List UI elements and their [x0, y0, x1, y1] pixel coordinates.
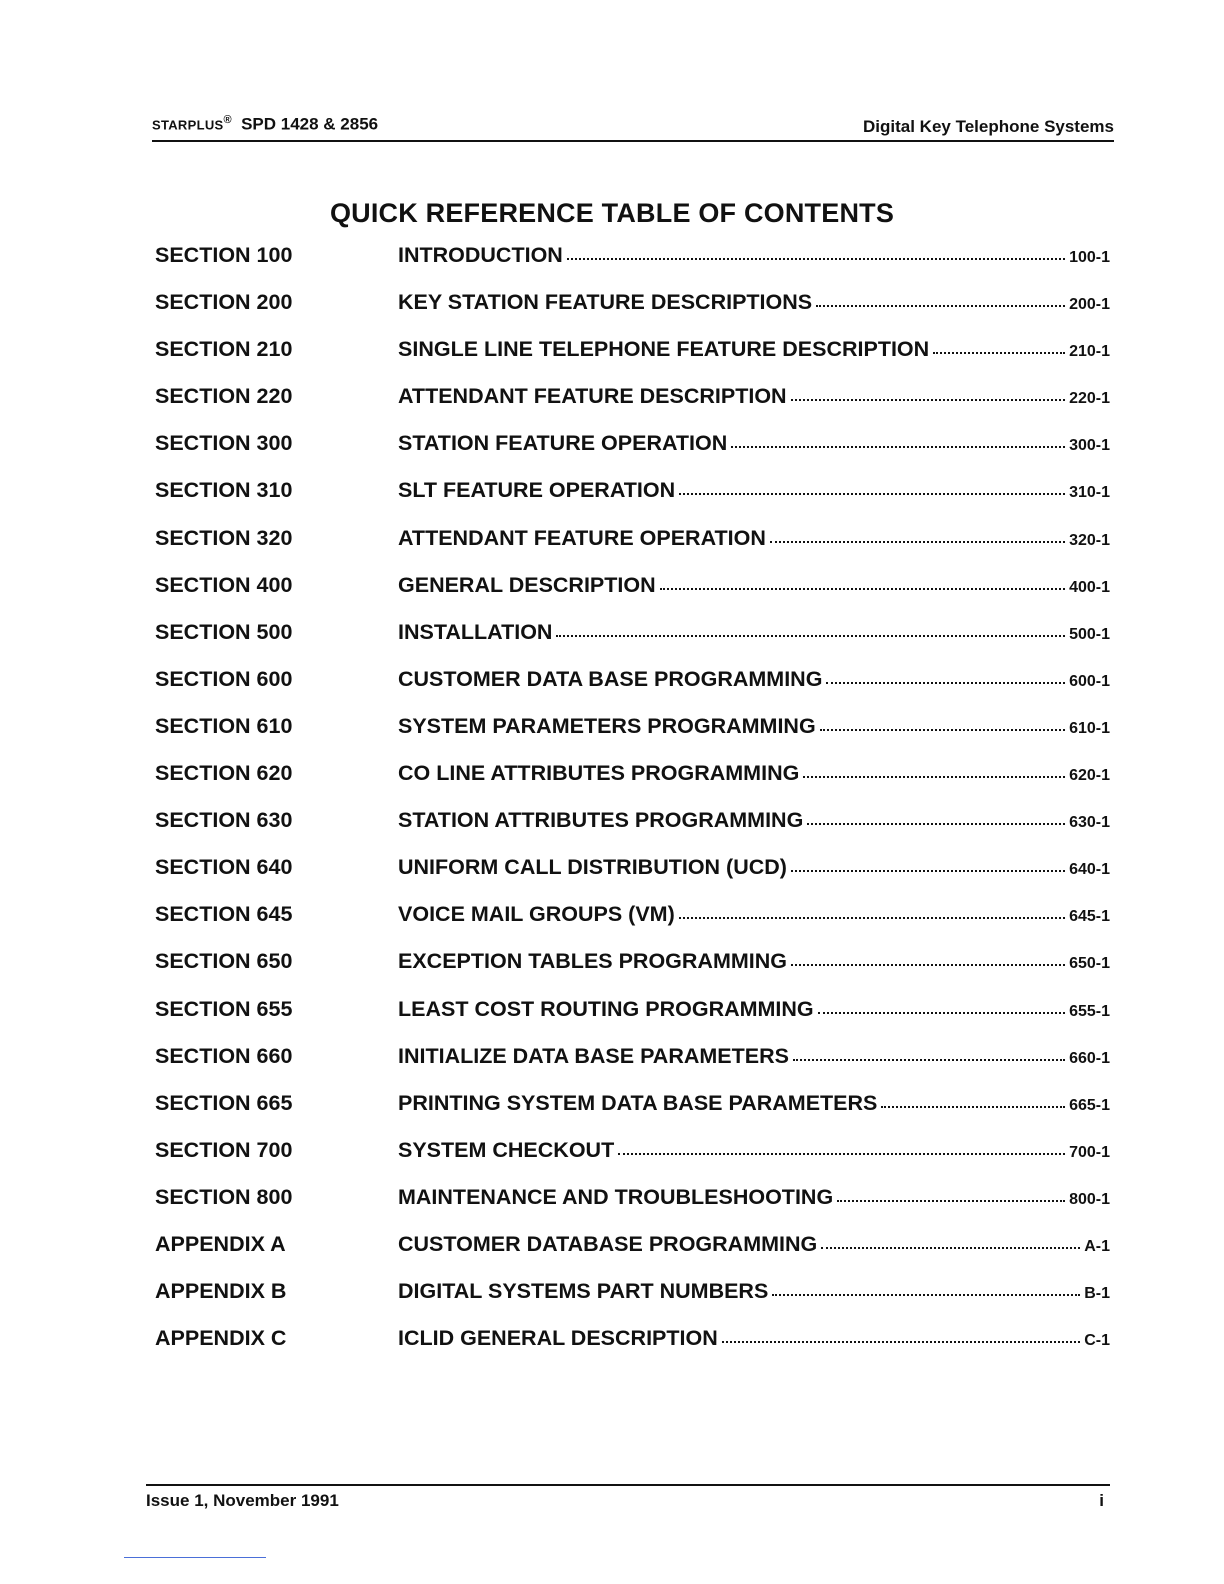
toc-section-label: SECTION 655 [155, 996, 293, 1021]
toc-dot-leader [731, 446, 1065, 448]
toc-page-number: 700-1 [1069, 1143, 1110, 1161]
toc-row [155, 1326, 1110, 1373]
toc-entry [398, 1232, 1110, 1257]
toc-row [155, 290, 1110, 337]
toc-entry [398, 667, 1110, 692]
toc-page-number: 310-1 [1069, 484, 1110, 502]
toc-page-number: 800-1 [1069, 1190, 1110, 1208]
toc-row [155, 243, 1110, 290]
toc-row [155, 337, 1110, 384]
toc-dot-leader [679, 493, 1065, 495]
toc-entry [398, 243, 1110, 268]
toc-entry-title: INTRODUCTION [398, 243, 563, 267]
toc-dot-leader [803, 776, 1065, 778]
toc-page-number: 645-1 [1069, 908, 1110, 926]
toc-section-label: SECTION 100 [155, 243, 293, 267]
toc-entry-title: CUSTOMER DATA BASE PROGRAMMING [398, 666, 823, 691]
toc-dot-leader [791, 870, 1065, 872]
toc-dot-leader [821, 1247, 1080, 1249]
toc-entry-title: CUSTOMER DATABASE PROGRAMMING [398, 1231, 818, 1256]
toc-entry [398, 526, 1110, 551]
toc-entry-title: PRINTING SYSTEM DATA BASE PARAMETERS [398, 1090, 878, 1115]
toc-entry-title: UNIFORM CALL DISTRIBUTION (UCD) [398, 855, 787, 880]
toc-dot-leader [933, 352, 1065, 354]
toc-row [155, 761, 1110, 808]
page-title: QUICK REFERENCE TABLE OF CONTENTS [329, 198, 895, 228]
registered-mark: ® [223, 114, 232, 126]
toc-entry [398, 1326, 1110, 1351]
toc-entry [398, 337, 1110, 362]
toc-row [155, 808, 1110, 855]
toc-entry [398, 1044, 1110, 1069]
toc-entry-title: INSTALLATION [398, 619, 553, 644]
toc-page-number: 620-1 [1069, 767, 1110, 785]
toc-section-label: SECTION 640 [155, 855, 293, 880]
toc-page-number: 220-1 [1069, 390, 1110, 408]
toc-section-label: SECTION 300 [155, 431, 293, 456]
toc-entry [398, 1091, 1110, 1116]
toc-section-label: SECTION 630 [155, 808, 293, 833]
toc-row [155, 667, 1110, 714]
toc-dot-leader [556, 635, 1065, 637]
toc-dot-leader [567, 258, 1065, 260]
toc-page-number: 630-1 [1069, 814, 1110, 832]
toc-entry-title: SYSTEM CHECKOUT [398, 1137, 615, 1162]
toc-page-number: 640-1 [1069, 861, 1110, 879]
toc-page-number: 600-1 [1069, 672, 1110, 690]
toc-entry-title: MAINTENANCE AND TROUBLESHOOTING [398, 1184, 834, 1209]
toc-section-label: SECTION 320 [155, 525, 293, 550]
toc-entry [398, 714, 1110, 739]
header-brand [152, 114, 378, 135]
toc-entry-title: LEAST COST ROUTING PROGRAMMING [398, 996, 814, 1021]
page-footer [146, 1484, 1110, 1510]
toc-row [155, 714, 1110, 761]
footer-issue: Issue 1, November 1991 [146, 1491, 339, 1510]
toc-entry [398, 761, 1110, 786]
toc-section-label: SECTION 500 [155, 619, 293, 644]
toc-page-number: 500-1 [1069, 625, 1110, 643]
toc-section-label: SECTION 650 [155, 949, 293, 974]
toc-entry [398, 855, 1110, 880]
toc-row [155, 1185, 1110, 1232]
header-product-line: Digital Key Telephone Systems [863, 117, 1114, 136]
toc-section-label: SECTION 700 [155, 1137, 293, 1162]
toc-page-number: 665-1 [1069, 1096, 1110, 1114]
toc-row [155, 1232, 1110, 1279]
toc-entry-title: EXCEPTION TABLES PROGRAMMING [398, 949, 788, 974]
model-name: SPD 1428 & 2856 [241, 114, 379, 134]
toc-page-number: 320-1 [1069, 531, 1110, 549]
toc-row [155, 573, 1110, 620]
toc-entry [398, 478, 1110, 503]
toc-row [155, 384, 1110, 431]
toc-row [155, 478, 1110, 525]
toc-row [155, 1044, 1110, 1091]
toc-entry [398, 902, 1110, 927]
toc-row [155, 855, 1110, 902]
toc-dot-leader [793, 1059, 1065, 1061]
toc-page-number: 400-1 [1069, 578, 1110, 596]
toc-dot-leader [881, 1106, 1065, 1108]
toc-page-number: 655-1 [1069, 1002, 1110, 1020]
toc-dot-leader [722, 1341, 1080, 1343]
toc-page-number: 660-1 [1069, 1049, 1110, 1067]
toc-dot-leader [807, 823, 1065, 825]
page-header [152, 112, 1114, 142]
toc-row [155, 431, 1110, 478]
toc-row [155, 1138, 1110, 1185]
toc-row [155, 902, 1110, 949]
toc-section-label: SECTION 220 [155, 384, 293, 409]
toc-section-label: SECTION 800 [155, 1184, 293, 1209]
toc-entry [398, 573, 1110, 598]
toc-row [155, 997, 1110, 1044]
toc-entry-title: VOICE MAIL GROUPS (VM) [398, 902, 675, 927]
toc-section-label: APPENDIX B [155, 1279, 287, 1304]
toc-entry-title: SLT FEATURE OPERATION [398, 478, 676, 503]
toc-row [155, 1091, 1110, 1138]
toc-section-label: SECTION 645 [155, 902, 293, 927]
toc-dot-leader [816, 305, 1065, 307]
toc-dot-leader [618, 1153, 1065, 1155]
toc-entry [398, 431, 1110, 456]
toc-page-number: A-1 [1084, 1237, 1110, 1255]
toc-page-number: 610-1 [1069, 719, 1110, 737]
toc-entry-title: GENERAL DESCRIPTION [398, 572, 656, 597]
toc-entry-title: ICLID GENERAL DESCRIPTION [398, 1326, 718, 1351]
toc-section-label: SECTION 600 [155, 666, 293, 691]
toc-entry-title: ATTENDANT FEATURE OPERATION [398, 525, 766, 550]
toc-page-number: 650-1 [1069, 955, 1110, 973]
scan-artifact-line [124, 1557, 266, 1558]
toc-entry-title: SINGLE LINE TELEPHONE FEATURE DESCRIPTION [398, 337, 930, 362]
toc-section-label: SECTION 310 [155, 478, 293, 503]
toc-list [155, 243, 1110, 1373]
toc-section-label: SECTION 210 [155, 337, 293, 362]
toc-entry [398, 384, 1110, 409]
toc-dot-leader [660, 588, 1065, 590]
toc-entry-title: STATION FEATURE OPERATION [398, 431, 728, 456]
toc-entry [398, 1185, 1110, 1210]
toc-entry-title: KEY STATION FEATURE DESCRIPTIONS [398, 290, 813, 315]
toc-page-number: 100-1 [1069, 249, 1110, 266]
toc-dot-leader [791, 964, 1065, 966]
toc-section-label: SECTION 610 [155, 713, 293, 738]
toc-entry [398, 1138, 1110, 1163]
toc-dot-leader [818, 1012, 1065, 1014]
toc-page-number: 200-1 [1069, 296, 1110, 314]
toc-dot-leader [772, 1294, 1080, 1296]
toc-entry [398, 808, 1110, 833]
toc-section-label: SECTION 665 [155, 1090, 293, 1115]
toc-entry-title: ATTENDANT FEATURE DESCRIPTION [398, 384, 787, 409]
brand-name: STARPLUS [152, 117, 224, 133]
toc-entry [398, 1279, 1110, 1304]
toc-row [155, 526, 1110, 573]
toc-section-label: APPENDIX C [155, 1326, 287, 1351]
toc-entry [398, 620, 1110, 645]
toc-page-number: B-1 [1084, 1285, 1110, 1303]
toc-dot-leader [770, 541, 1065, 543]
toc-dot-leader [837, 1200, 1065, 1202]
toc-page-number: 300-1 [1069, 437, 1110, 455]
toc-row [155, 1279, 1110, 1326]
toc-entry [398, 290, 1110, 315]
toc-entry-title: STATION ATTRIBUTES PROGRAMMING [398, 808, 804, 833]
toc-entry-title: CO LINE ATTRIBUTES PROGRAMMING [398, 761, 800, 786]
toc-row [155, 620, 1110, 667]
toc-entry [398, 997, 1110, 1022]
toc-page-number: C-1 [1084, 1332, 1110, 1350]
toc-section-label: SECTION 400 [155, 572, 293, 597]
toc-section-label: APPENDIX A [155, 1231, 286, 1256]
toc-entry-title: DIGITAL SYSTEMS PART NUMBERS [398, 1279, 769, 1304]
toc-entry-title: INITIALIZE DATA BASE PARAMETERS [398, 1043, 789, 1068]
toc-entry [398, 949, 1110, 974]
toc-page-number: 210-1 [1069, 343, 1110, 361]
footer-page-number: i [1099, 1491, 1104, 1510]
toc-dot-leader [826, 682, 1065, 684]
toc-section-label: SECTION 660 [155, 1043, 293, 1068]
toc-dot-leader [679, 917, 1065, 919]
toc-section-label: SECTION 620 [155, 761, 293, 786]
toc-dot-leader [820, 729, 1065, 731]
toc-row [155, 949, 1110, 996]
toc-dot-leader [791, 399, 1065, 401]
toc-entry-title: SYSTEM PARAMETERS PROGRAMMING [398, 713, 816, 738]
toc-section-label: SECTION 200 [155, 290, 293, 315]
